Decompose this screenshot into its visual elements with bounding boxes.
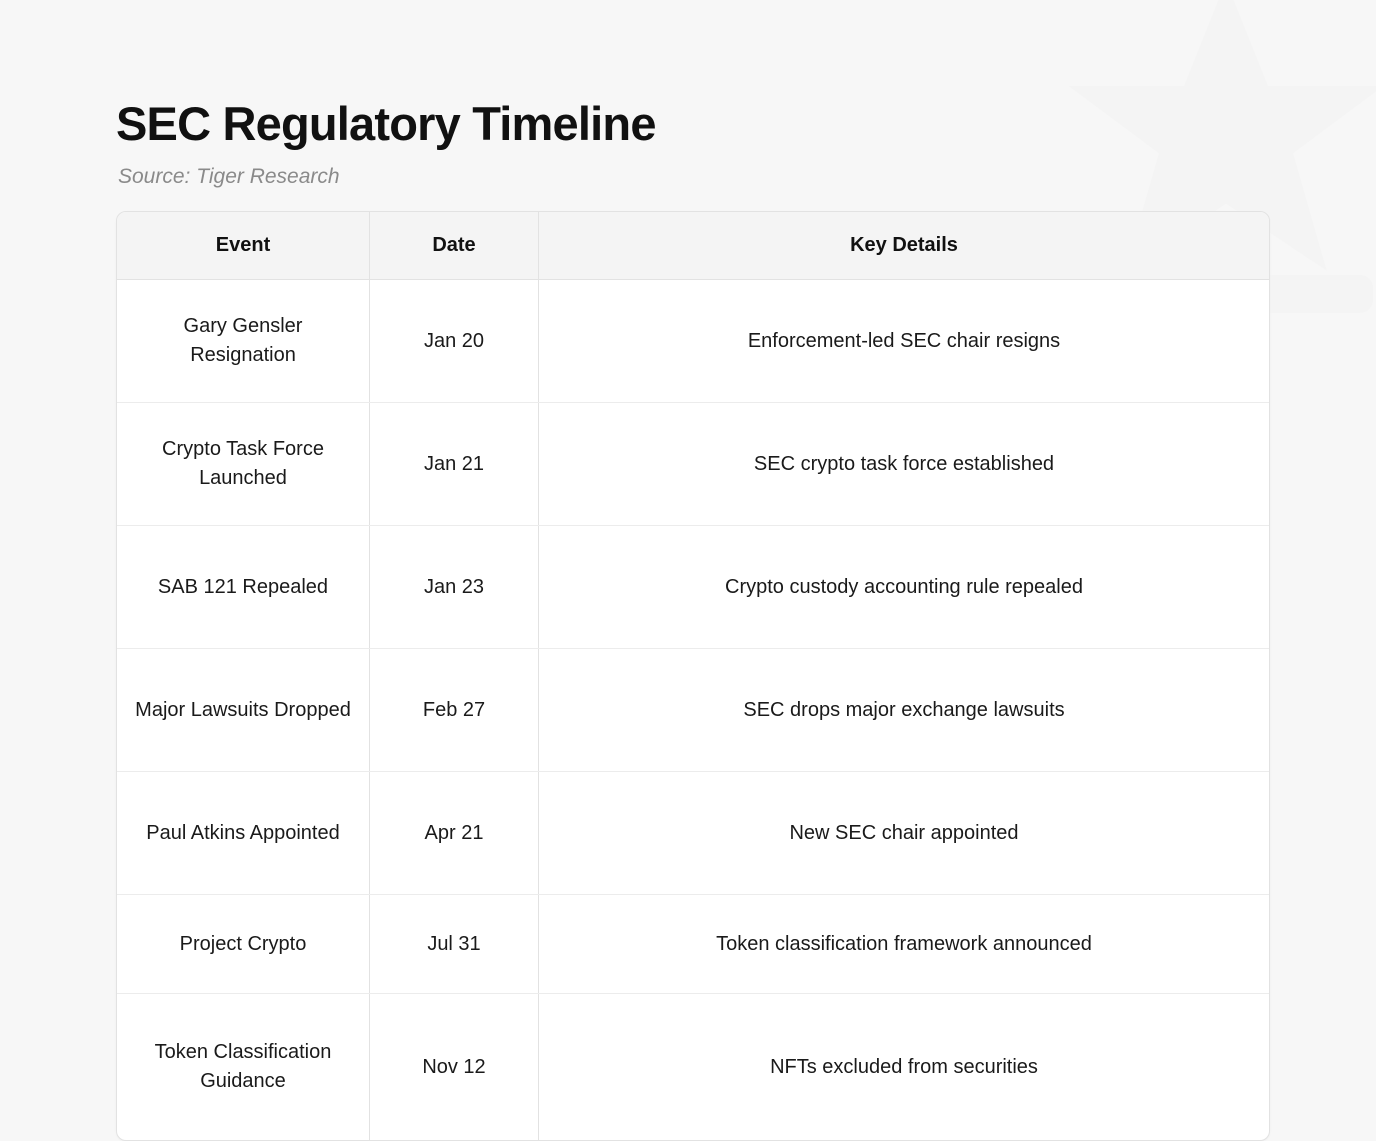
- table-row: [117, 403, 1269, 526]
- cell-date: Jan 23: [370, 526, 539, 649]
- cell-date: Jan 20: [370, 280, 539, 403]
- column-header-key-details: Key Details: [539, 212, 1270, 280]
- timeline-table-container: [116, 211, 1270, 1141]
- cell-event: Paul Atkins Appointed: [117, 772, 370, 895]
- cell-key-details: New SEC chair appointed: [539, 772, 1270, 895]
- cell-key-details: NFTs excluded from securities: [770, 1055, 1038, 1078]
- table-header: [117, 212, 1269, 280]
- cell-key-details: Crypto custody accounting rule repealed: [539, 526, 1270, 649]
- cell-event: Major Lawsuits Dropped: [117, 649, 370, 772]
- cell-event: Token Classification Guidance: [117, 994, 370, 1141]
- table-row: [117, 280, 1269, 403]
- column-header-date: Date: [370, 212, 539, 280]
- cell-date: Nov 12: [370, 994, 539, 1141]
- cell-date: Jan 21: [370, 403, 539, 526]
- cell-event: Project Crypto: [117, 895, 370, 994]
- table-row: [117, 649, 1269, 772]
- cell-key-details: Token classification framework announced: [539, 895, 1270, 994]
- cell-key-details: SEC drops major exchange lawsuits: [539, 649, 1270, 772]
- source-caption: Source: Tiger Research: [118, 165, 340, 188]
- cell-key-details: SEC crypto task force established: [539, 403, 1270, 526]
- cell-date: Feb 27: [370, 649, 539, 772]
- cell-date: Apr 21: [370, 772, 539, 895]
- table-row: [117, 772, 1269, 895]
- cell-key-details: Enforcement-led SEC chair resigns: [539, 280, 1270, 403]
- table-row: [117, 526, 1269, 649]
- cell-date: Jul 31: [370, 895, 539, 994]
- cell-event: Gary Gensler Resignation: [117, 280, 370, 403]
- timeline-table: [117, 212, 1269, 1140]
- column-header-event: Event: [117, 212, 370, 280]
- table-row: [117, 994, 1269, 1141]
- page-title: SEC Regulatory Timeline: [116, 97, 656, 150]
- table-row: [117, 895, 1269, 994]
- cell-event: SAB 121 Repealed: [117, 526, 370, 649]
- table-header-row: [117, 212, 1269, 280]
- cell-event: Crypto Task Force Launched: [117, 403, 370, 526]
- table-body: [117, 280, 1269, 1141]
